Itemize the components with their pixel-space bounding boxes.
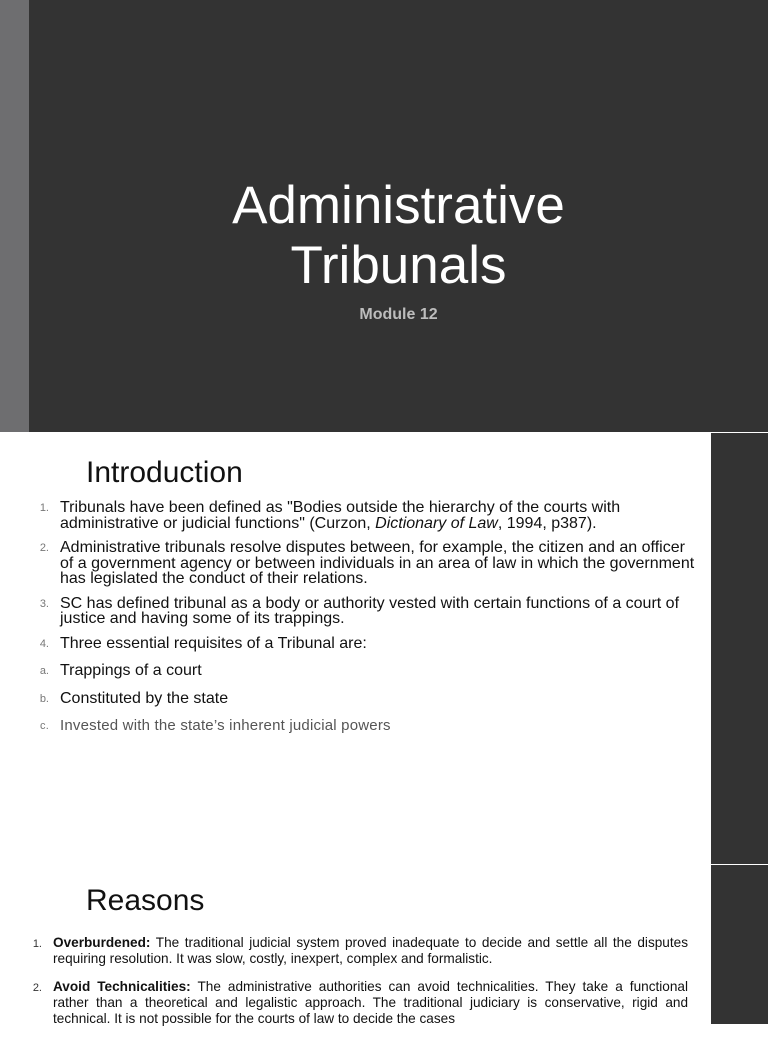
item-text: Tribunals have been defined as "Bodies outside the hierarchy of the courts with administrative or judicial functions" (Curzon, bbox=[60, 499, 621, 532]
list-item bbox=[0, 935, 688, 967]
introduction-heading: Introduction bbox=[86, 456, 243, 489]
item-text: Three essential requisites of a Tribunal are: bbox=[60, 634, 367, 652]
list-item bbox=[0, 718, 700, 734]
introduction-slide bbox=[0, 432, 768, 864]
reasons-slide bbox=[0, 864, 768, 1024]
list-marker: 2. bbox=[32, 982, 42, 994]
list-item bbox=[0, 691, 700, 707]
side-bar bbox=[711, 433, 768, 864]
list-marker: a. bbox=[39, 665, 49, 677]
slide-subtitle: Module 12 bbox=[359, 306, 438, 323]
list-item bbox=[0, 979, 688, 1027]
item-text-end: , 1994, p387). bbox=[497, 514, 597, 532]
item-italic: Dictionary of Law bbox=[375, 514, 498, 532]
slide-title bbox=[29, 176, 768, 296]
item-label: Overburdened: bbox=[53, 935, 151, 950]
list-item bbox=[0, 596, 700, 627]
list-marker: 1. bbox=[39, 502, 49, 514]
item-label: Avoid Technicalities: bbox=[53, 979, 191, 994]
list-marker: 3. bbox=[39, 597, 49, 610]
introduction-list bbox=[0, 500, 700, 743]
reasons-heading: Reasons bbox=[86, 884, 205, 917]
item-text: Invested with the state’s inherent judicial powers bbox=[60, 717, 391, 734]
list-item bbox=[0, 636, 700, 652]
item-text: SC has defined tribunal as a body or authority vested with certain functions of a court of justice and having some of its trappings. bbox=[60, 594, 680, 627]
item-text: Constituted by the state bbox=[60, 689, 229, 707]
list-item bbox=[0, 663, 700, 679]
list-marker: 2. bbox=[39, 542, 49, 554]
list-marker: b. bbox=[39, 692, 49, 705]
reasons-list bbox=[0, 935, 688, 1039]
side-bar bbox=[711, 865, 768, 1024]
title-slide bbox=[0, 0, 768, 432]
list-item bbox=[0, 500, 700, 531]
item-text: Trappings of a court bbox=[60, 662, 202, 679]
item-text: Administrative tribunals resolve disputes between, for example, the citizen and an officer of a government agency or between individuals in an area of law in which the government has legislated the conduct of their relations. bbox=[60, 539, 695, 587]
item-text: The administrative authorities can avoid technicalities. They take a functional rather than a theoretical and legalistic approach. The traditional judiciary is conservative, rigid and technical. It is not possible for the courts of law to decide the cases bbox=[53, 979, 688, 1026]
list-marker: 4. bbox=[39, 637, 49, 650]
item-text: The traditional judicial system proved inadequate to decide and settle all the disputes requiring resolution. It was slow, costly, inexpert, complex and formalistic. bbox=[53, 935, 688, 966]
title-line-2: Tribunals bbox=[290, 236, 507, 295]
list-marker: c. bbox=[40, 720, 49, 732]
list-item bbox=[0, 540, 700, 587]
title-line-1: Administrative bbox=[232, 176, 565, 235]
list-marker: 1. bbox=[32, 938, 42, 950]
accent-bar bbox=[0, 0, 29, 432]
